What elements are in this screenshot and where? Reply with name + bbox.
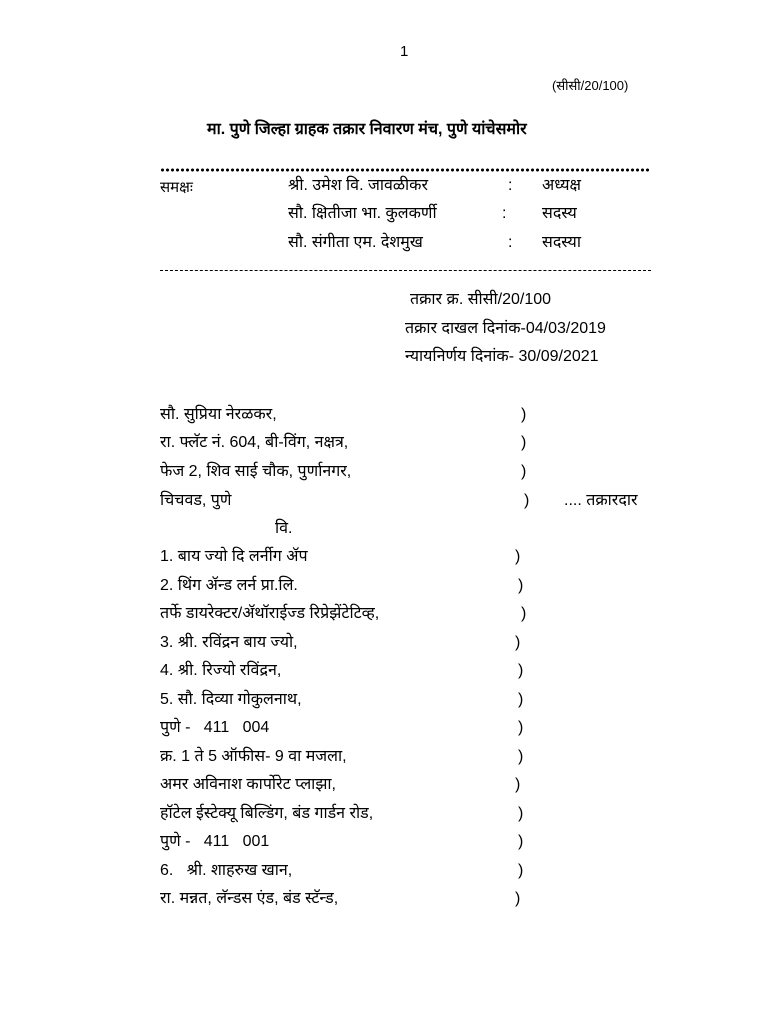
bracket: ) (521, 463, 527, 480)
dotted-separator (160, 168, 651, 172)
opponent-line: 6. श्री. शाहरुख खान, (160, 862, 293, 879)
dashed-separator (160, 270, 651, 271)
bracket: ) (518, 862, 524, 879)
bracket: ) (521, 406, 527, 423)
opponent-line: 2. थिंग ॲन्ड लर्न प्रा.लि. (160, 577, 298, 594)
complainant-line: रा. फ्लॅट नं. 604, बी-विंग, नक्षत्र, (160, 434, 349, 451)
member-role: अध्यक्ष (542, 177, 581, 194)
complaint-number: तक्रार क्र. सीसी/20/100 (410, 291, 552, 308)
bracket: ) (518, 719, 524, 736)
opponent-line: क्र. 1 ते 5 ऑफीस- 9 वा मजला, (160, 748, 347, 765)
complainant-line: फेज 2, शिव साई चौक, पुर्णानगर, (160, 463, 352, 480)
member-name: सौ. संगीता एम. देशमुख (288, 234, 423, 251)
bracket: ) (518, 691, 524, 708)
member-role: सदस्य (542, 205, 577, 222)
case-reference: (सीसी/20/100) (552, 78, 629, 93)
opponent-line: रा. मन्नत, लॅन्डस एंड, बंड स्टॅन्ड, (160, 890, 339, 907)
member-role: सदस्या (542, 234, 581, 251)
page-heading: मा. पुणे जिल्हा ग्राहक तक्रार निवारण मंच, पुणे यांचेसमोर (207, 121, 527, 138)
member-separator: : (508, 234, 513, 251)
bracket: ) (515, 548, 521, 565)
opponent-line: 4. श्री. रिज्यो रविंद्रन, (160, 662, 282, 679)
bracket: ) (518, 805, 524, 822)
bracket: ) (518, 748, 524, 765)
opponent-line: हॉटेल ईस्टेक्यू बिल्डिंग, बंड गार्डन रोड, (160, 805, 374, 822)
opponent-line: तर्फे डायरेक्टर/ॲथॉराईज्ड रिप्रेझेंटेटिव्ह, (160, 605, 380, 622)
bracket: ) (515, 890, 521, 907)
member-name: सौ. क्षितीजा भा. कुलकर्णी (288, 205, 437, 222)
opponent-line: अमर अविनाश कार्पोरेट प्लाझा, (160, 776, 337, 793)
bracket: ) (521, 434, 527, 451)
opponent-line: 5. सौ. दिव्या गोकुलनाथ, (160, 691, 302, 708)
bracket: ) (515, 776, 521, 793)
bracket: ) (524, 492, 530, 509)
complainant-line: सौ. सुप्रिया नेरळकर, (160, 406, 277, 423)
bracket: ) (518, 577, 524, 594)
filing-date: तक्रार दाखल दिनांक-04/03/2019 (405, 320, 606, 337)
page-number: 1 (400, 43, 409, 60)
opponent-line: 1. बाय ज्यो दि लर्नीग ॲप (160, 548, 308, 565)
bench-label: समक्षः (160, 179, 193, 196)
bracket: ) (518, 662, 524, 679)
opponent-line: पुणे - 411 004 (160, 719, 270, 736)
complainant-line: चिचवड, पुणे (160, 492, 232, 509)
complainant-role: .... तक्रारदार (564, 492, 638, 509)
member-name: श्री. उमेश वि. जावळीकर (288, 177, 429, 194)
versus: वि. (275, 520, 293, 537)
opponent-line: 3. श्री. रविंद्रन बाय ज्यो, (160, 634, 298, 651)
member-separator: : (502, 205, 507, 222)
bracket: ) (521, 605, 527, 622)
bracket: ) (515, 634, 521, 651)
judgment-date: न्यायनिर्णय दिनांक- 30/09/2021 (405, 348, 599, 365)
member-separator: : (508, 177, 513, 194)
opponent-line: पुणे - 411 001 (160, 833, 270, 850)
bracket: ) (518, 833, 524, 850)
